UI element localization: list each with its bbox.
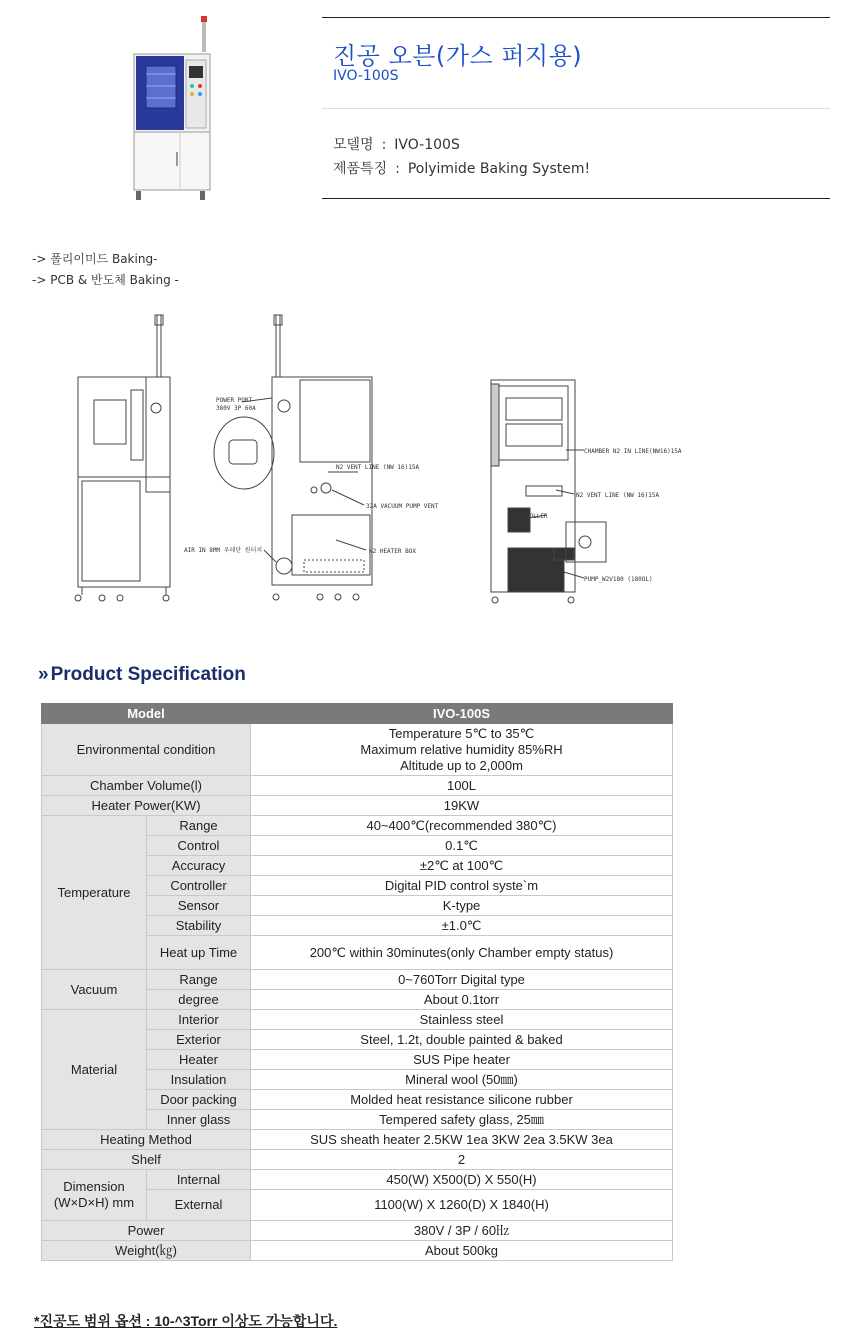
header-rule-top <box>322 17 830 18</box>
model-value: IVO-100S <box>394 137 460 153</box>
table-row <box>42 816 673 836</box>
temp-value: ±2℃ at 100℃ <box>251 856 673 876</box>
vacuum-label: Vacuum <box>42 970 147 1010</box>
table-row <box>42 1010 673 1030</box>
table-row <box>42 1241 673 1261</box>
power-value: 380V / 3P / 60㎐ <box>251 1221 673 1241</box>
dimension-value: 450(W) X500(D) X 550(H) <box>251 1170 673 1190</box>
material-label: Material <box>42 1010 147 1130</box>
technical-drawings <box>36 310 836 645</box>
env-line: Altitude up to 2,000m <box>400 757 523 773</box>
temp-sub-label: Stability <box>147 916 251 936</box>
feature-value: Polyimide Baking System! <box>407 161 591 177</box>
model-label: 모델명 <box>333 137 374 153</box>
material-value: Stainless steel <box>251 1010 673 1030</box>
drawing-label-pump: PUMP_W2V180 (180OL) <box>584 576 653 583</box>
temp-sub-label: Controller <box>147 876 251 896</box>
heater-value: 19KW <box>251 796 673 816</box>
env-label: Environmental condition <box>42 724 251 776</box>
drawing-label-n2-vent-line: N2 VENT LINE (NW 16)15A <box>336 464 420 471</box>
vacuum-sub-label: degree <box>147 990 251 1010</box>
table-header-row <box>42 704 673 724</box>
material-sub-label: Exterior <box>147 1030 251 1050</box>
env-value <box>251 724 673 776</box>
drawing-label-power-spec: 380V 3P 60A <box>216 405 256 412</box>
table-row <box>42 1150 673 1170</box>
shelf-label: Shelf <box>42 1150 251 1170</box>
vacuum-sub-label: Range <box>147 970 251 990</box>
env-line: Temperature 5℃ to 35℃ <box>388 725 535 741</box>
material-sub-label: Inner glass <box>147 1110 251 1130</box>
material-sub-label: Interior <box>147 1010 251 1030</box>
dimension-sub-label: Internal <box>147 1170 251 1190</box>
table-row <box>42 776 673 796</box>
material-sub-label: Heater <box>147 1050 251 1070</box>
chamber-label: Chamber Volume(l) <box>42 776 251 796</box>
product-model-code: IVO-100S <box>333 68 399 84</box>
product-title: 진공 오븐(가스 퍼지용) <box>333 42 583 70</box>
chamber-value: 100L <box>251 776 673 796</box>
product-photo <box>118 14 228 206</box>
drawing-label-vacuum-pump-vent: 32A VACUUM PUMP VENT <box>366 503 439 510</box>
shelf-value: 2 <box>251 1150 673 1170</box>
material-value: SUS Pipe heater <box>251 1050 673 1070</box>
spec-heading <box>38 664 246 686</box>
temp-sub-label: Sensor <box>147 896 251 916</box>
header-rule-mid <box>322 108 830 109</box>
table-row <box>42 724 673 776</box>
heating-value: SUS sheath heater 2.5KW 1ea 3KW 2ea 3.5KW 3ea <box>251 1130 673 1150</box>
table-row <box>42 1170 673 1190</box>
material-value: Tempered safety glass, 25㎜ <box>251 1110 673 1130</box>
temp-value: Digital PID control syste`m <box>251 876 673 896</box>
side-view-drawing <box>214 315 372 600</box>
bullet-item: -> PCB & 반도체 Baking - <box>32 273 179 287</box>
material-value: Molded heat resistance silicone rubber <box>251 1090 673 1110</box>
drawing-label-n2-heater-box: N2 HEATER BOX <box>369 548 416 555</box>
header-rule-bottom <box>322 198 830 199</box>
table-row <box>42 970 673 990</box>
temp-sub-label: Accuracy <box>147 856 251 876</box>
weight-label: Weight(㎏) <box>42 1241 251 1261</box>
temp-sub-label: Control <box>147 836 251 856</box>
footnote: *진공도 범위 옵션 : 10-^3Torr 이상도 가능합니다. <box>34 1313 338 1329</box>
heater-label: Heater Power(KW) <box>42 796 251 816</box>
temp-value: 0.1℃ <box>251 836 673 856</box>
dimension-label: Dimension (W×D×H) mm <box>42 1170 147 1221</box>
drawing-label-air-in: AIR IN 8MM 우레탄 원터치 <box>184 547 263 554</box>
drawing-label-power-port: POWER PORT <box>216 397 253 404</box>
feature-line <box>333 158 590 178</box>
material-value: Steel, 1.2t, double painted & baked <box>251 1030 673 1050</box>
env-line: Maximum relative humidity 85%RH <box>360 741 563 757</box>
vacuum-value: 0~760Torr Digital type <box>251 970 673 990</box>
spec-table <box>41 703 673 1261</box>
material-value: Mineral wool (50㎜) <box>251 1070 673 1090</box>
material-sub-label: Insulation <box>147 1070 251 1090</box>
temp-value: 200℃ within 30minutes(only Chamber empty status) <box>251 936 673 970</box>
double-chevron-icon: » <box>38 664 49 685</box>
header-model: Model <box>42 704 251 724</box>
model-line <box>333 134 460 154</box>
temperature-label: Temperature <box>42 816 147 970</box>
power-label: Power <box>42 1221 251 1241</box>
temp-value: 40~400℃(recommended 380℃) <box>251 816 673 836</box>
bullet-item: -> 폴리이미드 Baking- <box>32 252 158 266</box>
heating-label: Heating Method <box>42 1130 251 1150</box>
front-view-drawing <box>75 315 170 601</box>
header-model-value: IVO-100S <box>251 704 673 724</box>
temp-sub-label: Range <box>147 816 251 836</box>
drawing-label-chamber-n2-inline: CHAMBER N2 IN LINE(NW16)15A <box>584 448 682 455</box>
drawing-label-n2-vent-line-2: N2 VENT LINE (NW 16)15A <box>576 492 660 499</box>
table-row <box>42 796 673 816</box>
material-sub-label: Door packing <box>147 1090 251 1110</box>
temp-sub-label: Heat up Time <box>147 936 251 970</box>
weight-value: About 500kg <box>251 1241 673 1261</box>
temp-value: ±1.0℃ <box>251 916 673 936</box>
temp-value: K-type <box>251 896 673 916</box>
feature-separator: : <box>395 161 400 177</box>
drawing-label-coller: COLLER <box>526 513 548 520</box>
dimension-sub-label: External <box>147 1190 251 1221</box>
spec-heading-text: Product Specification <box>50 664 246 685</box>
vacuum-value: About 0.1torr <box>251 990 673 1010</box>
model-separator: : <box>381 137 387 153</box>
dimension-value: 1100(W) X 1260(D) X 1840(H) <box>251 1190 673 1221</box>
table-row <box>42 1221 673 1241</box>
table-row <box>42 1130 673 1150</box>
feature-label: 제품특징 <box>333 161 388 177</box>
